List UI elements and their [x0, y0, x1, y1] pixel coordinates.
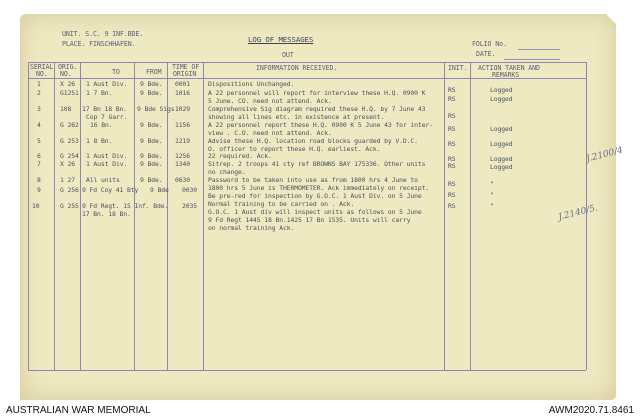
- handwritten-annotation-2: J.2140/5.: [557, 203, 599, 223]
- col-orig-2: NO.: [60, 70, 72, 78]
- to-cell: 1 Aust Div.: [86, 80, 128, 88]
- torn-corner: [605, 13, 617, 25]
- place-line: PLACE. FINSCHHAFEN.: [62, 40, 136, 48]
- orig-cell: G 255: [60, 202, 79, 210]
- serial-cell: 8: [37, 176, 41, 184]
- info-line: view . C.O. need not attend. Ack.: [208, 129, 332, 137]
- info-line: 22 required. Ack.: [208, 152, 272, 160]
- to-cell: 1 8 Bn.: [86, 137, 113, 145]
- time-cell: 1219: [175, 137, 190, 145]
- from-cell: 9 Bde.: [140, 176, 163, 184]
- folio-line: [518, 49, 560, 50]
- orig-cell: G 253: [60, 137, 79, 145]
- unit-line: UNIT. S.C. 9 INF.BDE.: [62, 30, 144, 38]
- serial-cell: 10: [32, 202, 40, 210]
- to-cell: 9 Fd Regt. 15 Inf. Bde.: [82, 202, 169, 210]
- folio-label: FOLIO No.: [472, 40, 507, 48]
- serial-cell: 3: [37, 105, 41, 113]
- serial-cell: 1: [37, 80, 41, 88]
- time-cell: 1256: [175, 152, 190, 160]
- col-rule: [28, 62, 29, 370]
- info-line: A 22 personnel report these H.Q. 0900 K 5 June 43 for inter-: [208, 121, 433, 129]
- table-top-rule: [28, 62, 586, 63]
- col-rule: [203, 62, 204, 370]
- init-cell: RS: [448, 95, 456, 103]
- time-cell: 2035: [182, 202, 197, 210]
- serial-cell: 7: [37, 160, 41, 168]
- col-action-2: REMARKS: [492, 71, 520, 79]
- action-cell: Logged: [490, 163, 513, 171]
- col-action-1: ACTION TAKEN AND: [478, 64, 540, 72]
- orig-cell: 1 27: [60, 176, 75, 184]
- info-line: Password to be taken into use as from 1800 hrs 4 June to: [208, 176, 418, 184]
- init-cell: RS: [448, 112, 456, 120]
- info-line: no change.: [208, 168, 246, 176]
- to-cell: 9 Fd Coy 41 Bty: [82, 186, 139, 194]
- date-line: [504, 59, 560, 60]
- info-line: Comprehensive Sig diagram required these H.Q. by 7 June 43: [208, 105, 426, 113]
- from-cell: 9 Bde: [150, 186, 169, 194]
- col-serial-2: NO.: [36, 70, 48, 78]
- form-title: LOG OF MESSAGES: [248, 35, 314, 44]
- handwritten-annotation-1: J.2100/4: [585, 145, 625, 165]
- col-init: INIT.: [448, 64, 468, 72]
- col-rule: [470, 62, 471, 370]
- date-label: DATE.: [476, 50, 496, 58]
- to-cell: 1 Aust Div.: [86, 152, 128, 160]
- col-from: FROM: [146, 68, 162, 76]
- info-line: O. officer to report these H.Q. earliest. Ack.: [208, 145, 381, 153]
- time-cell: 1156: [175, 121, 190, 129]
- time-cell: 0630: [175, 176, 190, 184]
- footer-source: AUSTRALIAN WAR MEMORIAL: [6, 405, 151, 416]
- info-line: A 22 personnel will report for interview these H.Q. 0900 K: [208, 89, 426, 97]
- col-info: INFORMATION RECEIVED.: [256, 64, 338, 72]
- info-line: Normal training to be carried on . Ack.: [208, 200, 355, 208]
- to-cell: All units: [86, 176, 120, 184]
- orig-cell: X 26: [60, 160, 75, 168]
- to-cell: 1 Aust Div.: [86, 160, 128, 168]
- serial-cell: 9: [37, 186, 41, 194]
- info-line: Sitrep. 2 troops 41 cty ref BROWNS BAY 175336. Other units: [208, 160, 426, 168]
- init-cell: RS: [448, 86, 456, 94]
- serial-cell: 6: [37, 152, 41, 160]
- form-subtitle: OUT: [282, 51, 294, 59]
- action-cell: Logged: [490, 125, 513, 133]
- col-rule: [444, 62, 445, 370]
- init-cell: RS: [448, 155, 456, 163]
- orig-cell: 108: [60, 105, 72, 113]
- time-cell: 1016: [175, 89, 190, 97]
- info-line: on normal training Ack.: [208, 224, 295, 232]
- action-cell: Logged: [490, 95, 513, 103]
- info-line: 5 June. CO. need not attend. Ack.: [208, 97, 332, 105]
- orig-cell: G1251: [60, 89, 79, 97]
- init-cell: RS: [448, 125, 456, 133]
- action-cell: ": [490, 202, 494, 210]
- col-serial-1: SERIAL: [30, 63, 54, 71]
- init-cell: RS: [448, 180, 456, 188]
- info-line: Dispositions Unchanged.: [208, 80, 295, 88]
- from-cell: 9 Bde.: [140, 137, 163, 145]
- orig-cell: G 256: [60, 186, 79, 194]
- time-cell: 0001: [175, 80, 190, 88]
- col-time-2: ORIGIN: [173, 70, 197, 78]
- to-cell-line2: 17 Bn. 18 Bn.: [82, 210, 131, 218]
- to-cell: 17 Bn 18 Bn.: [82, 105, 127, 113]
- serial-cell: 5: [37, 137, 41, 145]
- info-line: Be pre-red for inspection by G.O.C. 1 Aust Div. on 5 June: [208, 192, 422, 200]
- col-time-1: TIME OF: [172, 63, 200, 71]
- info-line: showing all lines etc. in existence at present.: [208, 113, 385, 121]
- orig-cell: X 26: [60, 80, 75, 88]
- serial-cell: 2: [37, 89, 41, 97]
- from-cell: 9 Bde.: [140, 160, 163, 168]
- action-cell: Logged: [490, 86, 513, 94]
- init-cell: RS: [448, 191, 456, 199]
- orig-cell: G 254: [60, 152, 79, 160]
- col-rule: [54, 62, 55, 370]
- message-log-sheet: [20, 14, 625, 400]
- to-cell-line2: Cop 7 Garr.: [86, 113, 128, 121]
- col-rule: [134, 62, 135, 370]
- time-cell: 0030: [182, 186, 197, 194]
- from-cell: 9 Bde.: [140, 121, 163, 129]
- col-to: TO: [112, 68, 120, 76]
- from-cell: 9 Bde.: [140, 80, 163, 88]
- init-cell: RS: [448, 140, 456, 148]
- from-cell: 9 Bde.: [140, 89, 163, 97]
- serial-cell: 4: [37, 121, 41, 129]
- action-cell: Logged: [490, 140, 513, 148]
- action-cell: ": [490, 180, 494, 188]
- orig-cell: G 262: [60, 121, 79, 129]
- col-rule: [80, 62, 81, 370]
- to-cell: 1 7 Bn.: [86, 89, 113, 97]
- info-line: Advise these H.Q. location road blocks guarded by V.D.C.: [208, 137, 418, 145]
- action-cell: Logged: [490, 155, 513, 163]
- from-cell: 9 Bde Sigs.: [137, 105, 179, 113]
- footer-accession-number: AWM2020.71.8461: [548, 405, 634, 416]
- info-line: 9 Fd Regt 1445 18 Bn.1425 17 Bn 1535. Units will carry: [208, 216, 411, 224]
- time-cell: 1029: [175, 105, 190, 113]
- time-cell: 1340: [175, 160, 190, 168]
- info-line: 1800 hrs 5 June is THERMOMETER. Ack immediately on receipt.: [208, 184, 430, 192]
- init-cell: RS: [448, 202, 456, 210]
- init-cell: RS: [448, 162, 456, 170]
- action-cell: ": [490, 191, 494, 199]
- table-bottom-rule: [28, 370, 586, 371]
- col-orig-1: ORIG.: [58, 63, 78, 71]
- to-cell: 16 Bn.: [90, 121, 113, 129]
- from-cell: 9 Bde.: [140, 152, 163, 160]
- info-line: G.O.C. 1 Aust div will inspect units as follows on 5 June: [208, 208, 422, 216]
